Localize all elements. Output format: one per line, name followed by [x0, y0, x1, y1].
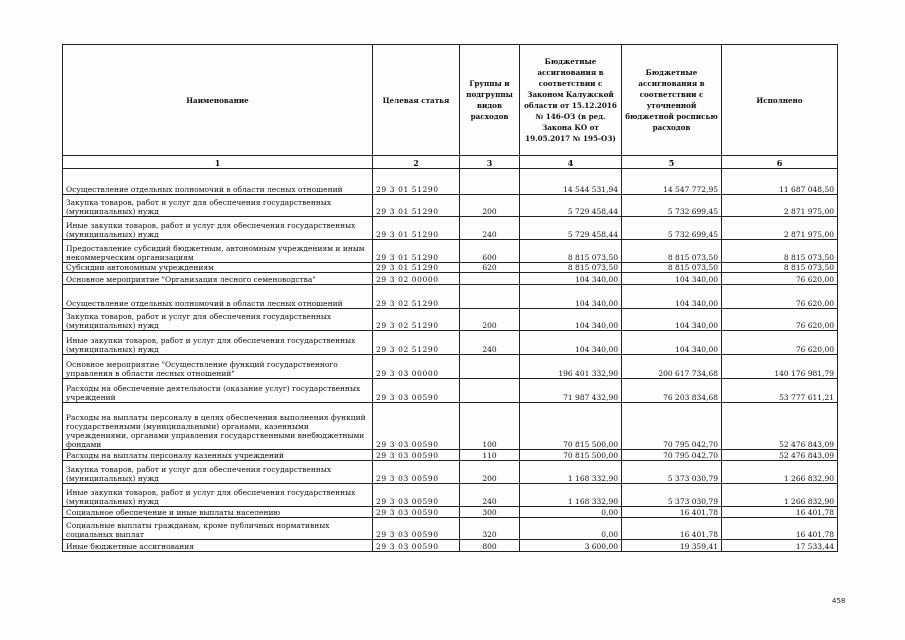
row-code: 29 3 03 00590 — [373, 461, 460, 484]
column-number: 1 — [63, 156, 373, 169]
row-code: 29 3 03 00590 — [373, 518, 460, 540]
row-executed: 76 620,00 — [722, 285, 838, 309]
row-group: 320 — [460, 518, 520, 540]
row-code: 29 3 02 00000 — [373, 273, 460, 285]
row-law-allocation: 104 340,00 — [520, 273, 622, 285]
row-code: 29 3 01 51290 — [373, 263, 460, 273]
row-executed: 8 815 073,50 — [722, 263, 838, 273]
row-group: 240 — [460, 217, 520, 240]
row-name: Основное мероприятие "Осуществление функций государственного управления в области лесных отношений" — [63, 355, 373, 379]
row-executed: 140 176 981,79 — [722, 355, 838, 379]
row-group — [460, 273, 520, 285]
table-row — [63, 379, 838, 403]
row-refined-allocation: 19 359,41 — [622, 540, 722, 552]
row-law-allocation: 1 168 332,90 — [520, 461, 622, 484]
row-code: 29 3 03 00000 — [373, 355, 460, 379]
column-number: 5 — [622, 156, 722, 169]
row-refined-allocation: 104 340,00 — [622, 309, 722, 331]
row-law-allocation: 0,00 — [520, 518, 622, 540]
row-name: Предоставление субсидий бюджетным, автономным учреждениям и иным некоммерческим организациям — [63, 240, 373, 263]
row-executed: 76 620,00 — [722, 309, 838, 331]
row-executed: 16 401,78 — [722, 507, 838, 518]
row-refined-allocation: 70 795 042,70 — [622, 450, 722, 461]
column-number: 6 — [722, 156, 838, 169]
row-name: Иные закупки товаров, работ и услуг для обеспечения государственных (муниципальных) нужд — [63, 331, 373, 355]
table-row — [63, 285, 838, 309]
row-group: 240 — [460, 331, 520, 355]
header-executed: Исполнено — [722, 45, 838, 156]
row-name: Закупка товаров, работ и услуг для обеспечения государственных (муниципальных) нужд — [63, 461, 373, 484]
row-code: 29 3 03 00590 — [373, 450, 460, 461]
header-expense-groups: Группы и подгруппы видов расходов — [460, 45, 520, 156]
column-number: 2 — [373, 156, 460, 169]
row-law-allocation: 5 729 458,44 — [520, 195, 622, 217]
row-code: 29 3 01 51290 — [373, 169, 460, 195]
row-group: 300 — [460, 507, 520, 518]
header-refined-allocations: Бюджетные ассигнования в соответствии с уточненной бюджетной росписью расходов — [622, 45, 722, 156]
row-name: Иные бюджетные ассигнования — [63, 540, 373, 552]
row-refined-allocation: 16 401,78 — [622, 507, 722, 518]
row-law-allocation: 70 815 500,00 — [520, 403, 622, 450]
row-code: 29 3 01 51290 — [373, 195, 460, 217]
table-row — [63, 507, 838, 518]
row-group: 110 — [460, 450, 520, 461]
column-number: 4 — [520, 156, 622, 169]
row-refined-allocation: 8 815 073,50 — [622, 240, 722, 263]
row-group: 200 — [460, 195, 520, 217]
row-name: Закупка товаров, работ и услуг для обеспечения государственных (муниципальных) нужд — [63, 309, 373, 331]
row-refined-allocation: 70 795 042,70 — [622, 403, 722, 450]
row-law-allocation: 196 401 332,90 — [520, 355, 622, 379]
row-law-allocation: 104 340,00 — [520, 309, 622, 331]
row-name: Иные закупки товаров, работ и услуг для обеспечения государственных (муниципальных) нужд — [63, 217, 373, 240]
row-group — [460, 379, 520, 403]
row-group: 200 — [460, 309, 520, 331]
row-group: 100 — [460, 403, 520, 450]
row-law-allocation: 3 600,00 — [520, 540, 622, 552]
row-refined-allocation: 104 340,00 — [622, 331, 722, 355]
row-code: 29 3 03 00590 — [373, 379, 460, 403]
column-number-row — [63, 156, 838, 169]
row-executed: 53 777 611,21 — [722, 379, 838, 403]
column-number: 3 — [460, 156, 520, 169]
row-executed: 52 476 843,09 — [722, 403, 838, 450]
row-executed: 2 871 975,00 — [722, 195, 838, 217]
table-row — [63, 355, 838, 379]
row-executed: 52 476 843,09 — [722, 450, 838, 461]
row-law-allocation: 0,00 — [520, 507, 622, 518]
row-code: 29 3 03 00590 — [373, 484, 460, 507]
row-law-allocation: 104 340,00 — [520, 331, 622, 355]
row-executed: 76 620,00 — [722, 273, 838, 285]
row-group: 800 — [460, 540, 520, 552]
table-row — [63, 403, 838, 450]
row-group — [460, 285, 520, 309]
table-row — [63, 518, 838, 540]
header-target-article: Целевая статья — [373, 45, 460, 156]
table-row — [63, 169, 838, 195]
row-code: 29 3 03 00590 — [373, 403, 460, 450]
table-row — [63, 263, 838, 273]
row-name: Социальные выплаты гражданам, кроме публичных нормативных социальных выплат — [63, 518, 373, 540]
row-law-allocation: 1 168 332,90 — [520, 484, 622, 507]
row-refined-allocation: 5 732 699,45 — [622, 195, 722, 217]
row-group: 620 — [460, 263, 520, 273]
table-row — [63, 450, 838, 461]
row-name: Расходы на выплаты персоналу казенных учреждений — [63, 450, 373, 461]
row-executed: 17 533,44 — [722, 540, 838, 552]
row-group: 200 — [460, 461, 520, 484]
row-code: 29 3 02 51290 — [373, 309, 460, 331]
row-code: 29 3 02 51290 — [373, 285, 460, 309]
row-code: 29 3 01 51290 — [373, 240, 460, 263]
table-row — [63, 331, 838, 355]
page-number: 458 — [832, 597, 846, 605]
row-name: Осуществление отдельных полномочий в области лесных отношений — [63, 285, 373, 309]
row-group: 240 — [460, 484, 520, 507]
row-refined-allocation: 14 547 772,95 — [622, 169, 722, 195]
header-row — [63, 45, 838, 156]
header-law-allocations: Бюджетные ассигнования в соответствии с Законом Калужской области от 15.12.2016 № 146-ОЗ (в ред. Закона КО от 19.05.2017 № 195-ОЗ) — [520, 45, 622, 156]
row-name: Осуществление отдельных полномочий в области лесных отношений — [63, 169, 373, 195]
row-refined-allocation: 5 373 030,79 — [622, 461, 722, 484]
row-executed: 2 871 975,00 — [722, 217, 838, 240]
table-row — [63, 309, 838, 331]
row-code: 29 3 03 00590 — [373, 507, 460, 518]
row-name: Социальное обеспечение и иные выплаты населению — [63, 507, 373, 518]
row-refined-allocation: 76 203 834,68 — [622, 379, 722, 403]
row-refined-allocation: 104 340,00 — [622, 285, 722, 309]
row-executed: 1 266 832,90 — [722, 484, 838, 507]
row-executed: 76 620,00 — [722, 331, 838, 355]
row-name: Закупка товаров, работ и услуг для обеспечения государственных (муниципальных) нужд — [63, 195, 373, 217]
row-law-allocation: 70 815 500,00 — [520, 450, 622, 461]
row-name: Основное мероприятие "Организация лесного семеноводства" — [63, 273, 373, 285]
table-row — [63, 484, 838, 507]
row-refined-allocation: 5 373 030,79 — [622, 484, 722, 507]
budget-table — [62, 44, 838, 552]
row-executed: 8 815 073,50 — [722, 240, 838, 263]
row-law-allocation: 8 815 073,50 — [520, 263, 622, 273]
row-group — [460, 169, 520, 195]
row-group: 600 — [460, 240, 520, 263]
table-row — [63, 461, 838, 484]
table-row — [63, 540, 838, 552]
row-refined-allocation: 200 617 734,68 — [622, 355, 722, 379]
row-name: Субсидии автономным учреждениям — [63, 263, 373, 273]
row-code: 29 3 03 00590 — [373, 540, 460, 552]
row-executed: 16 401,78 — [722, 518, 838, 540]
table-row — [63, 195, 838, 217]
row-code: 29 3 02 51290 — [373, 331, 460, 355]
row-law-allocation: 104 340,00 — [520, 285, 622, 309]
row-law-allocation: 14 544 531,94 — [520, 169, 622, 195]
row-law-allocation: 8 815 073,50 — [520, 240, 622, 263]
table-row — [63, 240, 838, 263]
row-name: Расходы на выплаты персоналу в целях обеспечения выполнения функций государственными (муниципальными) органами, казенными учреждениями, органами управления государственными внебюджетными фондами — [63, 403, 373, 450]
table-row — [63, 217, 838, 240]
row-refined-allocation: 5 732 699,45 — [622, 217, 722, 240]
header-name: Наименование — [63, 45, 373, 156]
row-code: 29 3 01 51290 — [373, 217, 460, 240]
row-group — [460, 355, 520, 379]
row-executed: 11 687 048,50 — [722, 169, 838, 195]
row-law-allocation: 71 987 432,90 — [520, 379, 622, 403]
row-law-allocation: 5 729 458,44 — [520, 217, 622, 240]
row-executed: 1 266 832,90 — [722, 461, 838, 484]
row-refined-allocation: 8 815 073,50 — [622, 263, 722, 273]
row-refined-allocation: 16 401,78 — [622, 518, 722, 540]
table-row — [63, 273, 838, 285]
row-name: Расходы на обеспечение деятельности (оказание услуг) государственных учреждений — [63, 379, 373, 403]
row-name: Иные закупки товаров, работ и услуг для обеспечения государственных (муниципальных) нужд — [63, 484, 373, 507]
row-refined-allocation: 104 340,00 — [622, 273, 722, 285]
